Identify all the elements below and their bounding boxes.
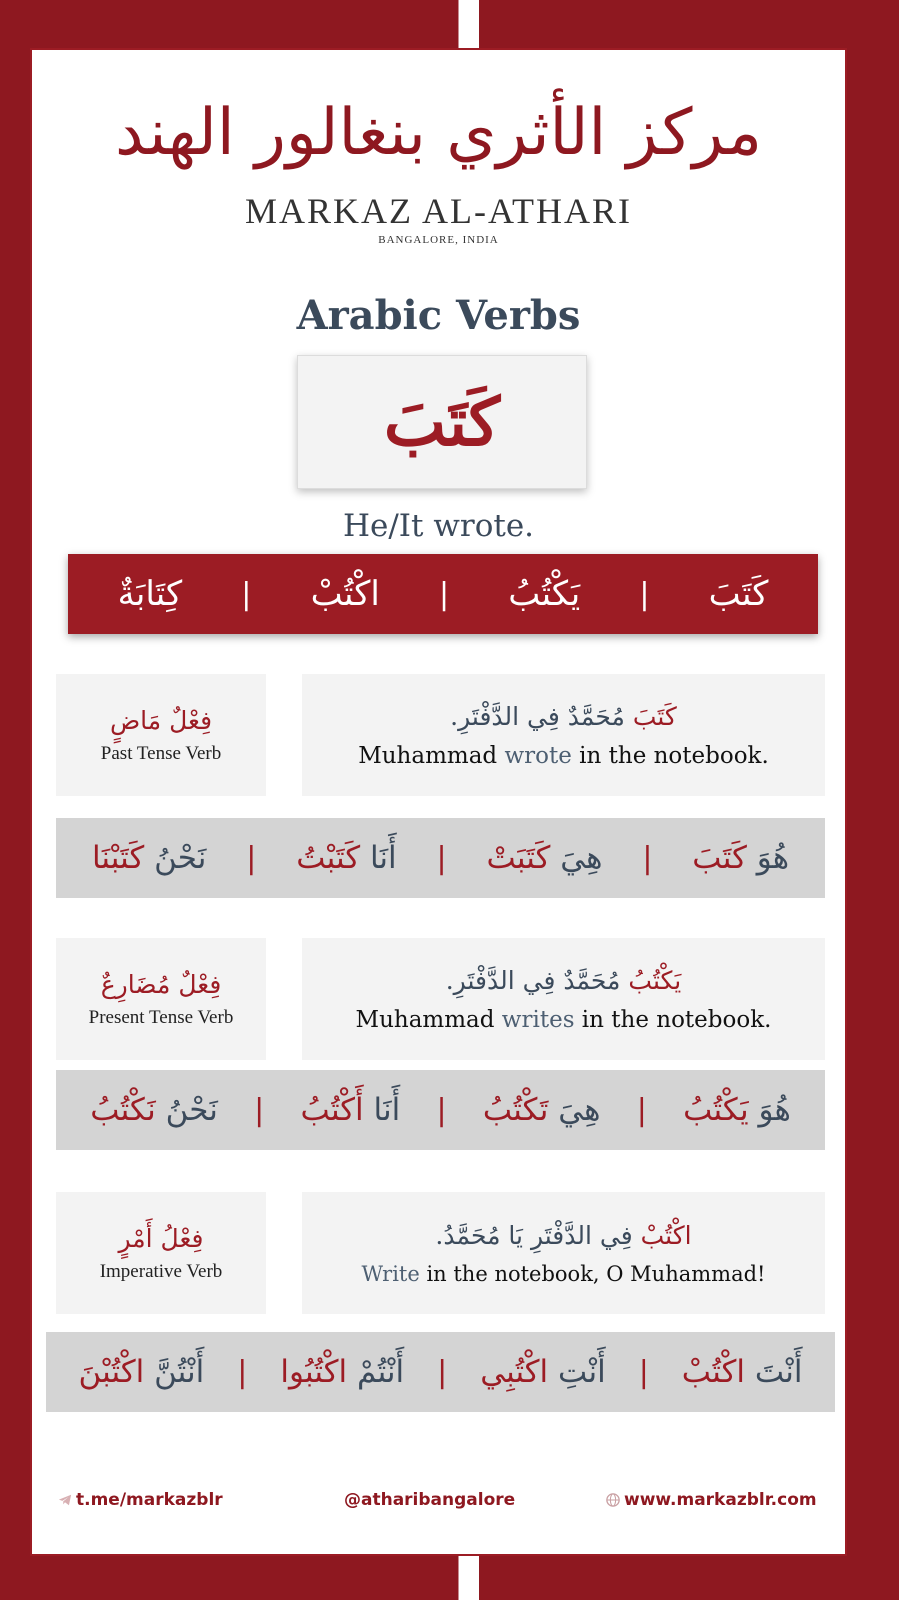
- conjugated-verb: اكْتُبُوا: [280, 1354, 348, 1390]
- pronoun: أَنْتُمْ: [356, 1354, 405, 1390]
- conjugation-item: [280, 1354, 404, 1390]
- example-english-verb: Write: [361, 1261, 420, 1286]
- conjugated-verb: اكْتُبِي: [480, 1354, 549, 1390]
- past-tense-example: [302, 674, 825, 796]
- example-arabic-rest: فِي الدَّفْتَرِ يَا مُحَمَّدُ.: [435, 1220, 641, 1250]
- past-tense-tag: [56, 674, 266, 796]
- conjugation-item: [682, 1354, 803, 1390]
- present-tense-tag: [56, 938, 266, 1060]
- past-conjugation-bar: [56, 818, 825, 898]
- example-english: [362, 1262, 766, 1286]
- conjugation-separator: |: [237, 1354, 248, 1390]
- conjugated-verb: اكْتُبْ: [681, 1354, 745, 1390]
- conjugation-item: [480, 1354, 605, 1390]
- conjugated-verb: اكْتُبْنَ: [78, 1354, 145, 1390]
- main-verb: كَتَبَ: [383, 383, 501, 461]
- conjugation-item: [301, 1092, 401, 1128]
- present-conjugation-bar: [56, 1070, 825, 1150]
- example-arabic: [446, 966, 682, 995]
- tag-english: Past Tense Verb: [100, 742, 222, 764]
- form-present: يَكْتُبُ: [508, 574, 581, 614]
- imperative-tag: [56, 1192, 266, 1314]
- conjugation-separator: |: [436, 1092, 447, 1128]
- example-english-after: in the notebook.: [571, 742, 769, 769]
- pronoun: هُوَ: [758, 1092, 791, 1128]
- example-arabic: [450, 702, 677, 731]
- example-english: [358, 743, 769, 769]
- present-tense-example: [302, 938, 825, 1060]
- form-separator: |: [439, 576, 450, 612]
- verb-meaning: He/It wrote.: [342, 508, 535, 544]
- telegram-icon: [58, 1493, 72, 1507]
- pronoun: هِيَ: [560, 840, 603, 876]
- example-arabic: [435, 1221, 691, 1250]
- imperative-conjugation-bar: [46, 1332, 835, 1412]
- main-verb-box: [297, 355, 587, 489]
- pronoun: أَنْتُنَّ: [154, 1354, 205, 1390]
- telegram-text: t.me/markazblr: [76, 1490, 223, 1510]
- conjugation-separator: |: [246, 840, 257, 876]
- conjugated-verb: كَتَبْنَا: [91, 840, 145, 876]
- website-text: www.markazblr.com: [624, 1490, 817, 1510]
- conjugated-verb: تَكْتُبُ: [482, 1092, 549, 1128]
- telegram-link[interactable]: [58, 1490, 223, 1510]
- example-english-verb: wrote: [504, 742, 572, 769]
- form-imperative: اكْتُبْ: [310, 574, 380, 614]
- conjugation-item: [486, 840, 602, 876]
- conjugation-separator: |: [437, 1354, 448, 1390]
- globe-icon: [606, 1493, 620, 1507]
- tag-arabic: فِعْلُ أَمْرٍ: [118, 1223, 204, 1253]
- conjugated-verb: كَتَبَتْ: [486, 840, 551, 876]
- example-arabic-verb: اكْتُبْ: [640, 1220, 692, 1250]
- pronoun: نَحْنُ: [165, 1092, 218, 1128]
- conjugation-separator: |: [636, 1092, 647, 1128]
- conjugated-verb: يَكْتُبُ: [683, 1092, 749, 1128]
- form-separator: |: [241, 576, 252, 612]
- conjugation-separator: |: [436, 840, 447, 876]
- page-title: Arabic Verbs: [296, 292, 581, 339]
- logo-location: BANGALORE, INDIA: [378, 234, 499, 246]
- conjugation-item: [483, 1092, 601, 1128]
- conjugated-verb: نَكْتُبُ: [90, 1092, 156, 1128]
- form-verbal-noun: كِتَابَةٌ: [117, 574, 183, 614]
- conjugated-verb: كَتَبَ: [692, 840, 747, 876]
- pronoun: أَنَا: [369, 840, 397, 876]
- conjugation-item: [90, 1092, 218, 1128]
- conjugation-item: [683, 1092, 791, 1128]
- conjugation-item: [296, 840, 396, 876]
- pronoun: هُوَ: [756, 840, 790, 876]
- conjugated-verb: أَكْتُبُ: [300, 1092, 364, 1128]
- tag-english: Imperative Verb: [99, 1260, 223, 1282]
- tag-english: Present Tense Verb: [88, 1006, 234, 1028]
- example-arabic-verb: كَتَبَ: [632, 701, 677, 731]
- conjugation-separator: |: [254, 1092, 265, 1128]
- footer: [32, 1490, 845, 1520]
- verb-forms-bar: [68, 554, 818, 634]
- example-english-before: Muhammad: [355, 1006, 502, 1033]
- conjugation-item: [692, 840, 789, 876]
- conjugation-separator: |: [638, 1354, 649, 1390]
- example-english-after: in the notebook.: [574, 1006, 772, 1033]
- pronoun: نَحْنُ: [154, 840, 207, 876]
- example-arabic-rest: مُحَمَّدٌ فِي الدَّفْتَرِ.: [450, 701, 633, 731]
- pronoun: أَنْتِ: [558, 1354, 606, 1390]
- conjugation-item: [79, 1354, 205, 1390]
- example-english: [356, 1007, 772, 1033]
- example-english-after: in the notebook, O Muhammad!: [419, 1261, 766, 1286]
- pronoun: أَنَا: [373, 1092, 401, 1128]
- example-arabic-verb: يَكْتُبُ: [628, 965, 682, 995]
- conjugation-separator: |: [642, 840, 653, 876]
- logo-arabic-calligraphy: مركز الأثري بنغالور الهند: [114, 96, 763, 170]
- social-handle[interactable]: @atharibangalore: [344, 1490, 516, 1510]
- pronoun: أَنْتَ: [754, 1354, 803, 1390]
- poster-card: [30, 48, 847, 1556]
- form-separator: |: [639, 576, 650, 612]
- tag-arabic: فِعْلٌ مَاضٍ: [109, 705, 213, 735]
- form-past: كَتَبَ: [708, 574, 769, 614]
- conjugation-item: [92, 840, 206, 876]
- imperative-example: [302, 1192, 825, 1314]
- website-link[interactable]: [606, 1490, 817, 1510]
- example-arabic-rest: مُحَمَّدٌ فِي الدَّفْتَرِ.: [445, 965, 629, 995]
- pronoun: هِيَ: [558, 1092, 601, 1128]
- conjugated-verb: كَتَبْتُ: [296, 840, 361, 876]
- example-english-verb: writes: [501, 1006, 575, 1033]
- example-english-before: Muhammad: [358, 742, 505, 769]
- logo-english-name: MARKAZ AL-ATHARI: [245, 191, 632, 231]
- tag-arabic: فِعْلٌ مُضَارِعٌ: [100, 969, 222, 999]
